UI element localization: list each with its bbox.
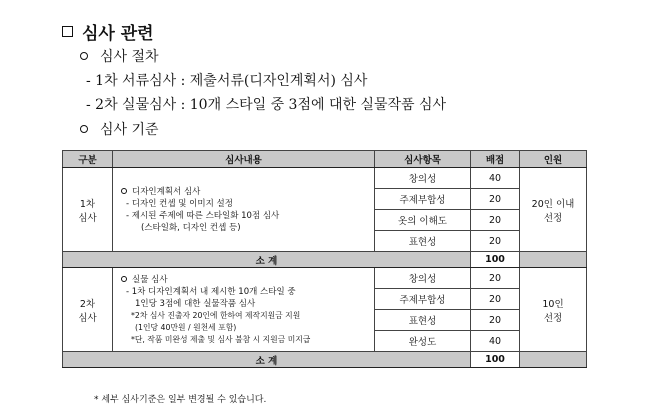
criteria-title: 심사 기준 (80, 121, 159, 139)
subtotal-row (63, 252, 587, 268)
stage1-item-score: 20 (471, 231, 520, 252)
circle-bullet-icon (80, 125, 88, 133)
header-category: 구분 (63, 151, 113, 168)
header-item: 심사항목 (375, 151, 471, 168)
stage1-item-name: 주제부합성 (375, 189, 471, 210)
stage1-item-score: 20 (471, 189, 520, 210)
circle-bullet-icon (80, 52, 88, 60)
stage1-item-name: 표현성 (375, 231, 471, 252)
table-row (63, 168, 587, 189)
stage2-content: 실물 심사 - 1차 디자인계획서 내 제시한 10개 스타일 중 1인당 3점에 대한 실물작품 심사 *2차 심사 진출자 20인에 한하여 제작지원금 지원 (1인당 40만원 / 원천세 포함) *단, 작품 미완성 제출 및 심사 불참 시 지원금 미지급 (113, 268, 375, 352)
checkbox-square-icon (62, 26, 73, 37)
stage2-label: 2차 심사 (63, 268, 113, 352)
stage2-item-name: 주제부합성 (375, 289, 471, 310)
stage2-people: 10인 선정 (520, 268, 587, 352)
procedure-item-2: - 2차 실물심사 : 10개 스타일 중 3점에 대한 실물작품 심사 (86, 97, 447, 113)
footnote: * 세부 심사기준은 일부 변경될 수 있습니다. (94, 395, 267, 405)
review-criteria-table (62, 150, 587, 368)
stage2-item-score: 20 (471, 310, 520, 331)
procedure-item-1: - 1차 서류심사 : 제출서류(디자인계획서) 심사 (86, 73, 368, 89)
circle-bullet-icon (121, 188, 127, 194)
stage2-item-score: 20 (471, 289, 520, 310)
subtotal-label: 소 계 (63, 252, 471, 268)
circle-bullet-icon (121, 276, 127, 282)
stage1-label: 1차 심사 (63, 168, 113, 252)
subtotal-value: 100 (471, 252, 520, 268)
stage1-item-name: 창의성 (375, 168, 471, 189)
procedure-title: 심사 절차 (80, 48, 159, 66)
subtotal-label: 소 계 (63, 352, 471, 368)
subtotal-row (63, 352, 587, 368)
stage2-item-name: 표현성 (375, 310, 471, 331)
subtotal-value: 100 (471, 352, 520, 368)
stage2-item-name: 창의성 (375, 268, 471, 289)
header-people: 인원 (520, 151, 587, 168)
stage2-item-score: 20 (471, 268, 520, 289)
section-heading (62, 18, 154, 44)
stage2-item-name: 완성도 (375, 331, 471, 352)
section-heading-text: 심사 관련 (82, 23, 154, 44)
header-content: 심사내용 (113, 151, 375, 168)
stage1-people: 20인 이내 선정 (520, 168, 587, 252)
table-header-row (63, 151, 587, 168)
stage1-item-score: 20 (471, 210, 520, 231)
subtotal-blank (520, 352, 587, 368)
table-row (63, 268, 587, 289)
header-score: 배점 (471, 151, 520, 168)
stage2-item-score: 40 (471, 331, 520, 352)
stage1-item-score: 40 (471, 168, 520, 189)
subtotal-blank (520, 252, 587, 268)
stage1-content: 디자인계획서 심사 - 디자인 컨셉 및 이미지 설정 - 제시된 주제에 따른 스타일화 10점 심사 (스타일화, 디자인 컨셉 등) (113, 168, 375, 252)
stage1-item-name: 옷의 이해도 (375, 210, 471, 231)
